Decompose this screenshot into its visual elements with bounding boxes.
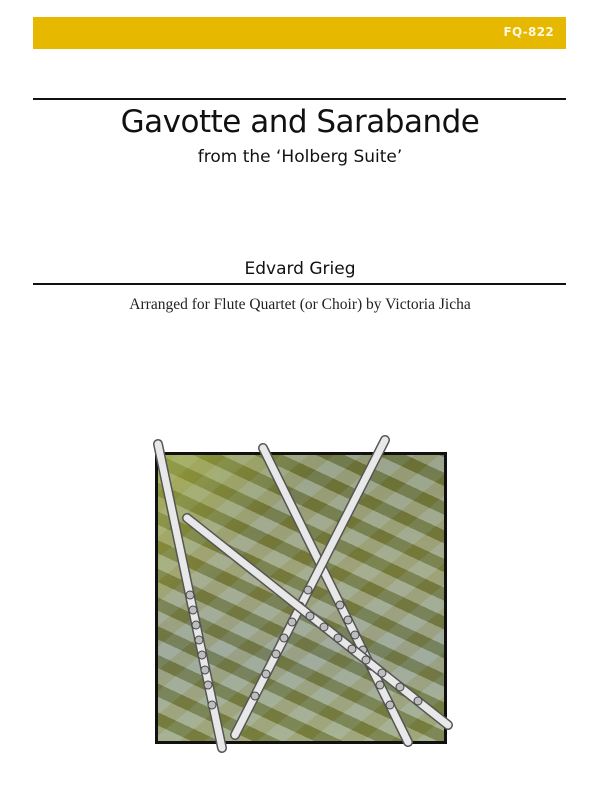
cover-illustration	[140, 430, 460, 760]
catalog-header-bar	[33, 17, 566, 49]
catalog-number: FQ-822	[503, 25, 554, 39]
arrangement-credit: Arranged for Flute Quartet (or Choir) by Victoria Jicha	[129, 296, 471, 313]
piece-subtitle: from the ‘Holberg Suite’	[197, 147, 403, 167]
flutes-icon	[140, 430, 460, 760]
composer-rule	[33, 283, 566, 285]
piece-title: Gavotte and Sarabande	[120, 104, 480, 140]
title-top-rule	[33, 98, 566, 100]
composer-name: Edvard Grieg	[244, 259, 356, 279]
